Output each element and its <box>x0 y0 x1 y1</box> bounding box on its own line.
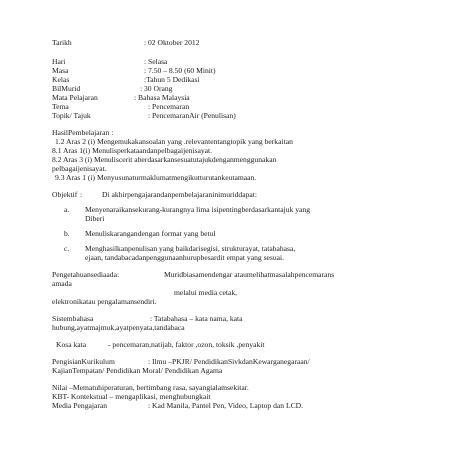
objektif-colon: : <box>80 190 83 199</box>
pengisian-row <box>52 357 412 366</box>
objektif-text: Menuliskarangandengan format yang betul <box>85 229 216 238</box>
pengetahuan-line: elektronikatau pengalamansendiri. <box>52 297 157 306</box>
pengisian-line: KajianTempatan/ Pendidikan Moral/ Pendidikan Agama <box>52 366 223 375</box>
sistem-row <box>52 314 412 323</box>
sistem-label: Sistembahasa <box>52 314 94 323</box>
info-value: : 7.50 – 8.50 (60 Minit) <box>144 66 216 75</box>
sistem-value: : Tatabahasa – kata nama, kata <box>150 314 243 323</box>
objektif-item <box>52 229 412 238</box>
pengetahuan-line: amada <box>52 279 72 288</box>
pengetahuan-value: Muridbiasamendengar ataumelihatmasalahpencemarans <box>164 270 335 279</box>
tarikh-label: Tarikh <box>52 38 72 47</box>
info-value: : Bahasa Malaysia <box>134 93 190 102</box>
info-value: : 30 Orang <box>140 84 173 93</box>
tarikh-row <box>52 38 412 47</box>
info-block <box>52 57 412 120</box>
nilai-block <box>52 383 412 410</box>
info-label: BilMurid <box>52 84 81 93</box>
hasil-line: 8.2 Aras 3 (i) Menuliscerit aberdasarkansesuatutajukdenganmenggunakan <box>52 155 277 164</box>
media-value: : Kad Manila, Pantel Pen, Video, Laptop dan LCD. <box>148 401 304 410</box>
info-row-masa <box>52 66 412 75</box>
objektif-letter: b. <box>64 229 70 238</box>
info-label: Hari <box>52 57 66 66</box>
objektif-text: ejaan, tandabacadanpenggunaanhurupbesardit empat yang sesuai. <box>85 253 285 262</box>
hasil-line: 8.1 Aras 1(i) Menulisperkataandanpelbagaijenisayat. <box>52 146 213 155</box>
sistem-line: hubung,ayatmajmuk,ayatpenyata,tandabaca <box>52 323 185 332</box>
info-row-tema <box>52 102 412 111</box>
kosa-label: Kosa kata <box>56 340 87 349</box>
objektif-text: Menyenaraikansekurang-kurangnya lima isipentingberdasarkantajuk yang <box>85 205 310 214</box>
info-label: Topik/ Tajuk <box>52 111 91 120</box>
info-row-kelas <box>52 75 412 84</box>
info-value: :Tahun 5 Dedikasi <box>144 75 200 84</box>
pengetahuan-line: melalui media cetak, <box>174 288 238 297</box>
info-value: : Selasa <box>144 57 168 66</box>
hasil-line: pelbagaijenisayat. <box>52 164 107 173</box>
media-label: Media Pengajaran <box>52 401 108 410</box>
objektif-letter: c. <box>64 244 70 253</box>
objektif-text: Menghasilkanpenulisan yang baikdarisegisi, strukturayat, tatabahasa, <box>85 244 296 253</box>
pengetahuan-block <box>52 270 412 306</box>
hasil-title: HasilPembelajaran : <box>52 128 114 137</box>
pengisian-value: : Ilmu –PKJR/ PendidikanSivkdanKewarganegaraan/ <box>148 357 310 366</box>
objektif-item <box>52 244 412 262</box>
hasil-block <box>52 128 412 182</box>
kosa-value: - pencemaran,natijah, faktor ,ozon, toksik ,penyakit <box>108 340 265 349</box>
objektif-letter: a. <box>64 205 70 214</box>
info-value: : Pencemaran <box>148 102 190 111</box>
pengisian-block <box>52 357 412 375</box>
kosa-row <box>52 340 412 349</box>
info-row-mata-pelajaran <box>52 93 412 102</box>
sistem-block <box>52 314 412 332</box>
objektif-text: Diberi <box>85 214 105 223</box>
info-row-bilmurid <box>52 84 412 93</box>
pengisian-label: PengisianKurikulum <box>52 357 115 366</box>
objektif-header <box>52 190 412 199</box>
lesson-plan <box>52 38 412 410</box>
objektif-item <box>52 205 412 223</box>
info-value: : PencemaranAir (Penulisan) <box>148 111 236 120</box>
info-label: Mata Pelajaran <box>52 93 98 102</box>
tarikh-value: : 02 Oktober 2012 <box>144 38 200 47</box>
objektif-intro: Di akhirpengajarandanpembelajaraninimuriddapat: <box>102 190 257 199</box>
hasil-line: 1.2 Aras 2 (i) Mengemukakansoalan yang .relevantentangtopik yang berkaitan <box>55 137 293 146</box>
objektif-block <box>52 190 412 262</box>
objektif-label: Objektif <box>52 190 78 199</box>
info-label: Tema <box>52 102 69 111</box>
pengetahuan-label: Pengetahuansediaada: <box>52 270 120 279</box>
info-row-hari <box>52 57 412 66</box>
pengetahuan-row <box>52 270 412 279</box>
info-label: Masa <box>52 66 69 75</box>
info-row-topik <box>52 111 412 120</box>
kbt-line: KBT- Kontekstual – mengaplikasi, menghubungkait <box>52 392 211 401</box>
nilai-line: Nilai –Mematuhiperaturan, bertimbang rasa, sayangialamsekitar. <box>52 383 249 392</box>
hasil-line: 9.3 Aras 1 (i) Menyusunaturmaklumatmengikutturutankeutamaan. <box>55 173 257 182</box>
info-label: Kelas <box>52 75 70 84</box>
media-row <box>52 401 412 410</box>
